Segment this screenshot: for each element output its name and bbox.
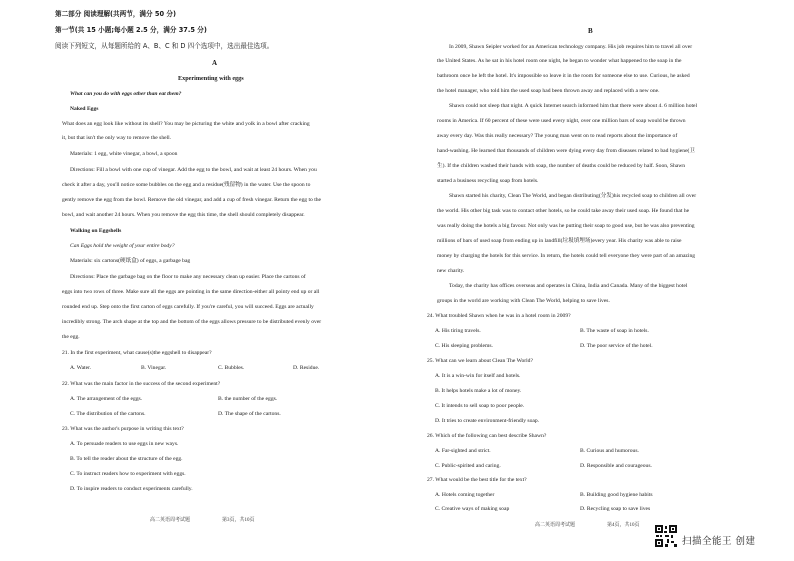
- passage-line: Directions: Fill a bowl with one cup of vinegar. Add the egg to the bowl, and wait at least 24 hours. When you: [70, 167, 317, 173]
- section-header: 第一节(共 15 小题;每小题 2.5 分，满分 37.5 分): [55, 26, 207, 34]
- q23-option-a: A. To persuade readers to use eggs in new ways.: [70, 441, 179, 447]
- passage-line: Can Eggs hold the weight of your entire body?: [70, 243, 175, 249]
- q27-option-a: A. Hotels coming together: [435, 492, 495, 498]
- passage-a-letter: A: [212, 59, 218, 67]
- passage-line: bowl, and wait another 24 hours. When you remove the egg this time, the shell should completely disappear.: [62, 212, 305, 218]
- passage-line: groups in the world are working with Clean The World, helping to save lives.: [437, 298, 610, 304]
- passage-line: incredibly strong. The arch shape at the top and the bottom of the eggs allows pressure to be distributed evenly over: [62, 319, 322, 325]
- passage-line: the world. His other big task was to contact other hotels, so he could take away their used soap. He found that he: [437, 208, 690, 214]
- q22-option-d: D. The shape of the cartons.: [218, 411, 281, 417]
- materials-line: Materials: 1 egg, white vinegar, a bowl, a spoon: [70, 151, 178, 157]
- q22-option-c: C. The distribution of the cartons.: [70, 411, 146, 417]
- subheading: Naked Eggs: [70, 106, 99, 112]
- q23-option-d: D. To inspire readers to conduct experiments carefully.: [70, 486, 193, 492]
- q23-option-c: C. To instruct readers how to experiment with eggs.: [70, 471, 186, 477]
- instruction: 阅读下列短文，从每题所给的 A、B、C 和 D 四个选项中，选出最佳选项。: [55, 42, 274, 50]
- qr-code-icon: [655, 525, 677, 547]
- q25-option-d: D. It tries to create environment-friendly soap.: [435, 418, 540, 424]
- passage-line: the hotel manager, who told him the used soap had been thrown away and replaced with a new one.: [437, 88, 660, 94]
- q25-option-a: A. It is a win-win for itself and hotels.: [435, 373, 521, 379]
- passage-line: it, but that isn't the only way to remove the shell.: [62, 135, 172, 141]
- passage-line: the United States. As he sat in his hotel room one night, he began to wonder what happened to the soap in the: [437, 58, 682, 64]
- q27-option-c: C. Creative ways of making soap: [435, 506, 510, 512]
- passage-line: was really doing the hotels a big favour. Not only was he putting their soap to good use, but he was also preventing: [437, 223, 695, 229]
- scanner-watermark-text: 扫描全能王 创建: [682, 536, 756, 547]
- passage-line: millions of bars of used soap from ending up in landfill(垃圾填埋场)every year. His charity was able to raise: [437, 238, 682, 244]
- q21-option-a: A. Water.: [70, 365, 92, 371]
- q26-option-b: B. Curious and humorous.: [580, 448, 639, 454]
- materials-line: Materials: six cartons(硬纸盒) of eggs, a garbage bag: [70, 258, 191, 264]
- question-26-stem: 26. Which of the following can best describe Shawn?: [427, 433, 547, 439]
- question-21-stem: 21. In the first experiment, what cause(s)the eggshell to disappear?: [62, 350, 212, 356]
- passage-line: check it after a day, you'll notice some bubbles on the egg and a residue(残留物) in the water. Use the spoon to: [62, 182, 311, 188]
- footer-page-number: 第4页，共10页: [607, 523, 640, 528]
- passage-line: rounded end up. Step onto the first carton of eggs carefully. If you're careful, you will succeed. Eggs are actually: [62, 304, 314, 310]
- question-27-stem: 27. What would be the best title for the text?: [427, 477, 527, 483]
- question-25-stem: 25. What can we learn about Clean The World?: [427, 358, 533, 364]
- q26-option-c: C. Public-spirited and caring.: [435, 463, 501, 469]
- question-23-stem: 23. What was the author's purpose in writing this text?: [62, 426, 184, 432]
- passage-a-title: Experimenting with eggs: [178, 75, 244, 82]
- footer-exam-name: 高二英语周考试题: [150, 518, 191, 523]
- passage-line: eggs into two rows of three. Make sure all the eggs are pointing in the same direction-either all pointy end up or all: [62, 289, 320, 295]
- footer-exam-name: 高二英语周考试题: [535, 523, 576, 528]
- q24-option-b: B. The waste of soap in hotels.: [580, 328, 649, 334]
- passage-line: new charity.: [437, 268, 465, 274]
- passage-line: What can you do with eggs other than eat them?: [70, 91, 182, 97]
- passage-line: Directions: Place the garbage bag on the floor to make any necessary clean up easier. Place the cartons of: [70, 274, 306, 280]
- passage-line: started a business recycling soap from hotels.: [437, 178, 539, 184]
- q25-option-b: B. It helps hotels make a lot of money.: [435, 388, 522, 394]
- passage-line: 生). If the children washed their hands with soap, the number of deaths could be reduced by half. Soon, Shawn: [437, 163, 686, 169]
- q27-option-d: D. Recycling soap to save lives: [580, 506, 651, 512]
- passage-b-letter: B: [588, 27, 593, 35]
- passage-line: money by charging the hotels for this service. In return, the hotels could tell everyone they were part of an amazing: [437, 253, 696, 259]
- passage-line: Today, the charity has offices overseas and operates in China, India and Canada. Many of the biggest hotel: [449, 283, 688, 289]
- passage-line: gently remove the egg from the bowl. Remove the old vinegar, and add a cup of fresh vinegar. Return the egg to the: [62, 197, 322, 203]
- passage-line: In 2009, Shawn Seipler worked for an American technology company. His job requires him to travel all over: [449, 44, 693, 50]
- passage-line: away every day. Was this really necessary? The young man went on to read reports about the importance of: [437, 133, 678, 139]
- q26-option-a: A. Far-sighted and strict.: [435, 448, 491, 454]
- passage-line: Shawn started his charity, Clean The World, and began distributing(分发)his recycled soap to children all over: [449, 193, 697, 199]
- footer-page-number: 第3页，共10页: [222, 518, 255, 523]
- passage-line: Shawn could not sleep that night. A quick Internet search informed him that there were about 4. 6 million hotel: [449, 103, 698, 109]
- q21-option-d: D. Residue.: [293, 365, 320, 371]
- q21-option-b: B. Vinegar.: [141, 365, 167, 371]
- question-22-stem: 22. What was the main factor in the success of the second experiment?: [62, 381, 221, 387]
- q24-option-c: C. His sleeping problems.: [435, 343, 493, 349]
- q26-option-d: D. Responsible and courageous.: [580, 463, 652, 469]
- part-header: 第二部分 阅读理解(共两节，满分 50 分): [55, 10, 176, 18]
- q22-option-a: A. The arrangement of the eggs.: [70, 396, 143, 402]
- passage-line: rooms in America. If 60 percent of these were used every night, over one million bars of soap would be thrown: [437, 118, 686, 124]
- q25-option-c: C. It intends to sell soap to poor people.: [435, 403, 525, 409]
- passage-line: hand-washing. He learned that thousands of children were dying every day from diseases related to bad hygiene(卫: [437, 148, 696, 154]
- passage-line: the egg.: [62, 334, 80, 340]
- q24-option-d: D. The poor service of the hotel.: [580, 343, 653, 349]
- question-24-stem: 24. What troubled Shawn when he was in a hotel room in 2009?: [427, 313, 571, 319]
- passage-line: bathroom once he left the hotel. It's impossible so leave it in the room for someone else to use. Curious, he asked: [437, 73, 690, 79]
- q23-option-b: B. To tell the reader about the structure of the egg.: [70, 456, 183, 462]
- subheading: Walking on Eggshells: [70, 228, 122, 234]
- q21-option-c: C. Bubbles.: [218, 365, 245, 371]
- passage-line: What does an egg look like without its shell? You may be picturing the white and yolk in a bowl after cracking: [62, 121, 310, 127]
- q24-option-a: A. His tiring travels.: [435, 328, 481, 334]
- q27-option-b: B. Building good hygiene habits: [580, 492, 653, 498]
- q22-option-b: B. the number of the eggs.: [218, 396, 278, 402]
